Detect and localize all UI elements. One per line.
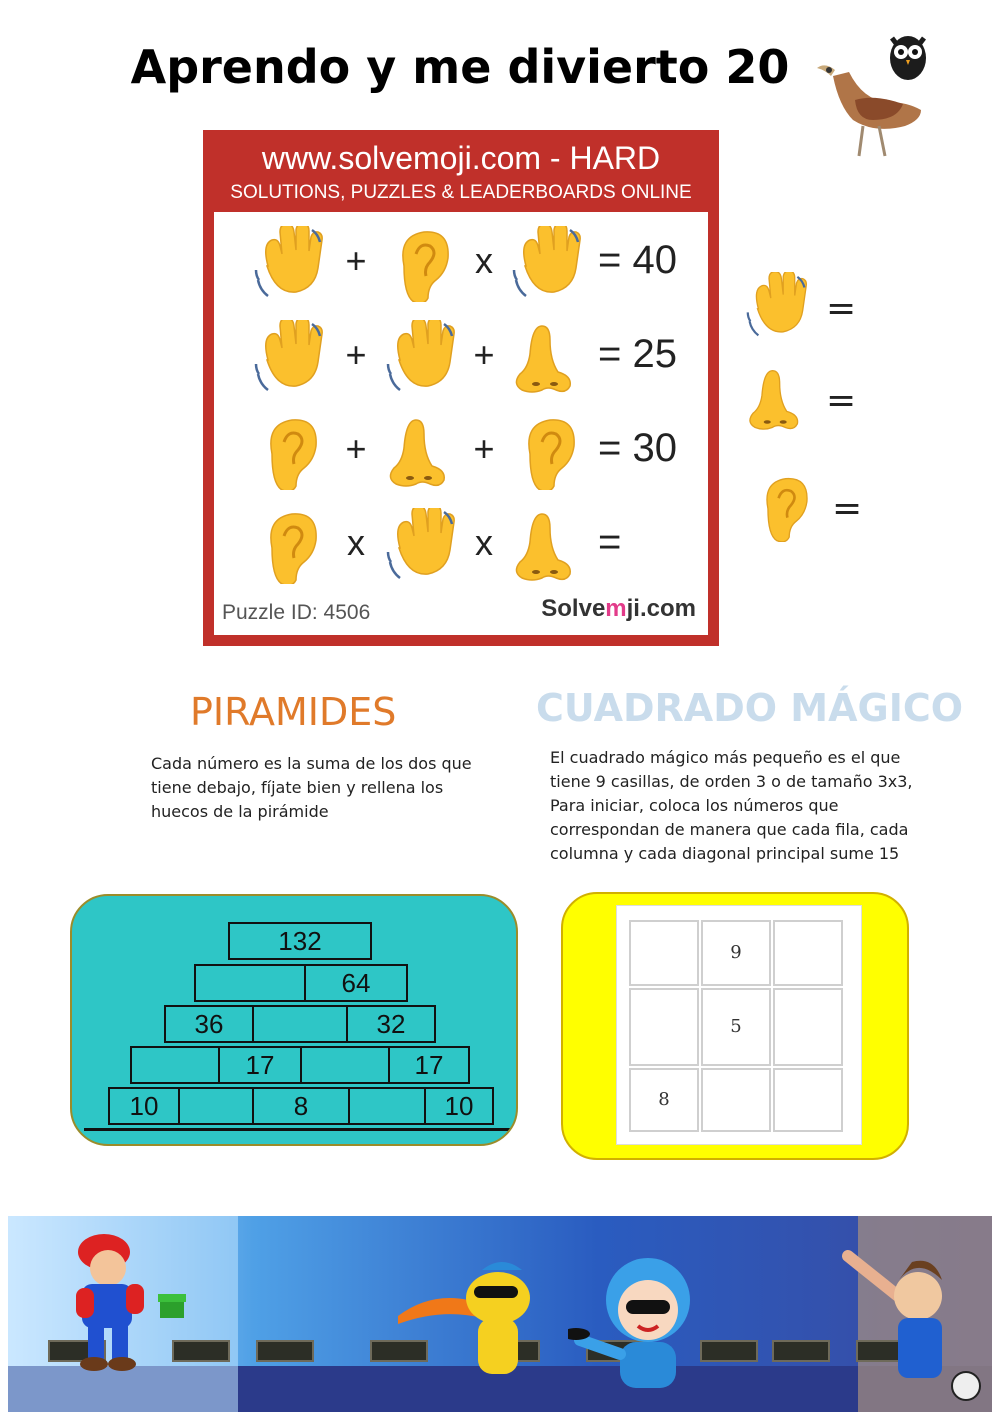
pyramid-cell[interactable] <box>348 1087 426 1125</box>
wave-icon <box>746 272 808 342</box>
wave-icon <box>386 508 456 584</box>
building-window <box>256 1340 314 1362</box>
wave-icon <box>386 320 456 396</box>
pipe-icon <box>158 1292 186 1320</box>
pyramid-cell[interactable]: 17 <box>388 1046 470 1084</box>
nose-icon <box>512 320 582 396</box>
nose-icon <box>746 364 808 434</box>
magic-cell[interactable] <box>773 988 843 1066</box>
building-window <box>172 1340 230 1362</box>
pyramid-cell[interactable]: 10 <box>108 1087 180 1125</box>
puzzle-board <box>214 212 708 635</box>
ear-icon <box>512 414 582 490</box>
cuadrado-instructions: El cuadrado mágico más pequeño es el que tiene 9 casillas, de orden 3 o de tamaño 3x3, Para iniciar, coloca los números que correspondan de manera que cada fila, cada columna y cada diagonal principal sume 15 <box>550 748 913 863</box>
pyramid-cell[interactable]: 10 <box>424 1087 494 1125</box>
row-result: = 30 <box>598 426 677 470</box>
ear-icon <box>254 508 324 584</box>
puzzle-row: x x = <box>214 508 708 588</box>
row-result: = 40 <box>598 238 677 282</box>
pocoyo-character <box>568 1250 728 1390</box>
solvemoji-logo: Solvemji.com <box>541 595 696 622</box>
soccer-player-character <box>838 1226 988 1406</box>
building-window <box>772 1340 830 1362</box>
pyramid-cell[interactable]: 32 <box>346 1005 436 1043</box>
pyramid-cell[interactable]: 132 <box>228 922 372 960</box>
magic-cell[interactable]: 5 <box>701 988 771 1066</box>
wave-icon <box>254 320 324 396</box>
pyramid-panel <box>70 894 518 1146</box>
cartoon-banner <box>8 1216 992 1412</box>
magic-square-panel <box>561 892 909 1160</box>
ear-icon <box>752 472 814 542</box>
magic-cell[interactable]: 9 <box>701 920 771 986</box>
puzzle-row: + + = 25 <box>214 320 708 400</box>
wave-icon <box>254 226 324 302</box>
magic-cell[interactable]: 8 <box>629 1068 699 1132</box>
piramides-title: PIRAMIDES <box>190 690 397 734</box>
magic-cell[interactable] <box>773 920 843 986</box>
piramides-instructions: Cada número es la suma de los dos que tiene debajo, fíjate bien y rellena los huecos de la pirámide <box>151 754 472 821</box>
ear-icon <box>254 414 324 490</box>
row-result: = 25 <box>598 332 677 376</box>
pyramid-cell[interactable] <box>178 1087 254 1125</box>
cuadrado-title: CUADRADO MÁGICO <box>536 686 964 730</box>
magic-cell[interactable] <box>773 1068 843 1132</box>
wave-icon <box>512 226 582 302</box>
puzzle-subtitle: SOLUTIONS, PUZZLES & LEADERBOARDS ONLINE <box>230 182 692 203</box>
mario-character <box>52 1222 162 1372</box>
pyramid-cell[interactable] <box>252 1005 348 1043</box>
pyramid-base-line <box>84 1128 514 1131</box>
owl-icon <box>886 28 930 82</box>
pyramid-cell[interactable]: 8 <box>252 1087 350 1125</box>
row-result: = <box>598 520 622 564</box>
pyramid-cell[interactable] <box>300 1046 390 1084</box>
pyramid-cell[interactable] <box>194 964 306 1002</box>
pyramid-cell[interactable]: 36 <box>164 1005 254 1043</box>
magic-cell[interactable] <box>629 920 699 986</box>
ear-icon <box>386 226 456 302</box>
puzzle-row: + + = 30 <box>214 414 708 494</box>
magic-cell[interactable] <box>629 988 699 1066</box>
puzzle-row: + x = 40 <box>214 226 708 306</box>
nose-icon <box>512 508 582 584</box>
pyramid-cell[interactable]: 64 <box>304 964 408 1002</box>
puzzle-id: Puzzle ID: 4506 <box>222 601 371 624</box>
answer-equals: = <box>826 288 857 329</box>
magic-cell[interactable] <box>701 1068 771 1132</box>
emoji-puzzle <box>203 130 719 646</box>
puzzle-site: www.solvemoji.com - HARD <box>261 140 661 176</box>
pyramid-cell[interactable] <box>130 1046 220 1084</box>
answer-equals: = <box>826 380 857 421</box>
page-title: Aprendo y me divierto 20 <box>130 40 790 94</box>
duck-character <box>388 1246 568 1376</box>
pyramid-cell[interactable]: 17 <box>218 1046 302 1084</box>
magic-square-board <box>617 906 861 1144</box>
nose-icon <box>386 414 456 490</box>
answer-equals: = <box>832 488 863 529</box>
